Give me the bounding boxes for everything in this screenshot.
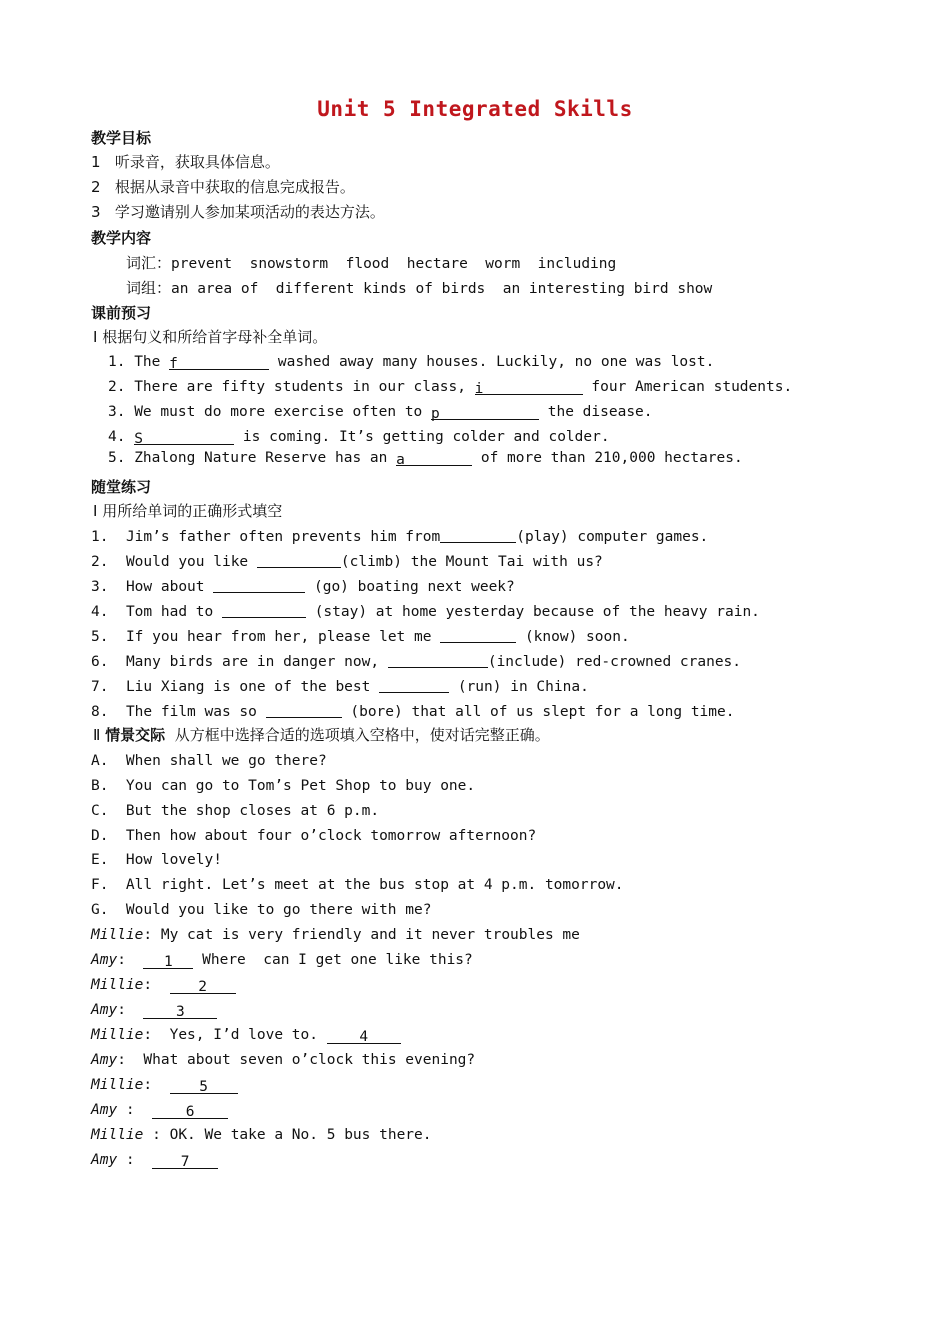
dialogue-line: Amy : 6 — [91, 1100, 228, 1120]
goal-text: 学习邀请别人参加某项活动的表达方法。 — [114, 203, 385, 221]
dialogue-line: Millie: My cat is very friendly and it never troubles me — [91, 927, 580, 943]
content-heading: 教学内容 — [91, 229, 152, 247]
preview-item: 1. The f washed away many houses. Luckily, no one was lost. — [108, 354, 715, 372]
option-item: C. But the shop closes at 6 p.m. — [91, 803, 380, 819]
speaker: Amy — [91, 952, 118, 968]
preview-item: 2. There are fifty students in our class, i four American students. — [108, 379, 793, 397]
speaker: Millie — [91, 1027, 144, 1043]
goal-item — [91, 177, 355, 197]
phrase-label: 词组： — [126, 279, 172, 297]
goal-num: 1 — [91, 153, 101, 171]
speaker: Millie — [91, 977, 144, 993]
goal-num: 3 — [91, 203, 101, 221]
option-item: G. Would you like to go there with me? — [91, 902, 432, 918]
option-item: E. How lovely! — [91, 852, 222, 868]
practice-item: 2. Would you like (climb) the Mount Tai with us? — [91, 554, 603, 570]
preview-section-title: Ⅰ 根据句义和所给首字母补全单词。 — [93, 328, 328, 346]
speaker: Amy — [91, 1002, 118, 1018]
goal-item — [91, 202, 385, 222]
goal-text: 根据从录音中获取的信息完成报告。 — [114, 178, 355, 196]
answer-blank: i — [475, 379, 583, 395]
answer-blank: 5 — [170, 1077, 238, 1094]
dialogue-line: Millie: 5 — [91, 1075, 238, 1095]
option-item: D. Then how about four o’clock tomorrow afternoon? — [91, 828, 537, 844]
practice-item: 5. If you hear from her, please let me (know) soon. — [91, 629, 630, 645]
practice-heading: 随堂练习 — [91, 478, 152, 496]
preview-item: 3. We must do more exercise often to p the disease. — [108, 404, 653, 422]
practice-item: 8. The film was so (bore) that all of us slept for a long time. — [91, 704, 735, 720]
dialogue-line: Amy: What about seven o’clock this evening? — [91, 1052, 476, 1068]
speaker: Millie — [91, 927, 144, 943]
answer-blank: 4 — [327, 1027, 401, 1044]
vocab-list: prevent snowstorm flood hectare worm including — [171, 256, 617, 272]
practice-section-title: Ⅰ 用所给单词的正确形式填空 — [93, 502, 283, 520]
goal-num: 2 — [91, 178, 101, 196]
dialogue-line: Amy: 3 — [91, 1000, 217, 1020]
answer-blank: f — [169, 354, 269, 370]
dialogue-line: Amy : 7 — [91, 1150, 218, 1170]
answer-blank: S — [134, 429, 234, 445]
dialogue-line: Amy: 1 Where can I get one like this? — [91, 952, 473, 970]
answer-blank: 6 — [152, 1102, 228, 1119]
speaker: Amy — [91, 1152, 118, 1168]
preview-heading: 课前预习 — [91, 304, 152, 322]
practice-item: 1. Jim’s father often prevents him from (play) computer games. — [91, 529, 709, 545]
page-title: Unit 5 Integrated Skills — [317, 97, 633, 121]
phrase-line — [126, 278, 712, 299]
preview-item: 5. Zhalong Nature Reserve has an a of more than 210,000 hectares. — [108, 450, 743, 468]
practice-item: 6. Many birds are in danger now, (include) red-crowned cranes. — [91, 654, 742, 670]
dialogue-section-title: Ⅱ 情景交际 从方框中选择合适的选项填入空格中，使对话完整正确。 — [93, 726, 550, 744]
dialogue-line: Millie: 2 — [91, 975, 236, 995]
option-item: A. When shall we go there? — [91, 753, 327, 769]
practice-item: 7. Liu Xiang is one of the best (run) in China. — [91, 679, 589, 695]
practice-item: 3. How about (go) boating next week? — [91, 579, 515, 595]
answer-blank: 3 — [143, 1002, 217, 1019]
answer-blank: 7 — [152, 1152, 218, 1169]
answer-blank: a — [396, 450, 472, 466]
speaker: Millie — [91, 1127, 144, 1143]
option-item: B. You can go to Tom’s Pet Shop to buy one. — [91, 778, 476, 794]
vocab-label: 词汇： — [126, 254, 172, 272]
answer-blank: 1 — [143, 952, 193, 969]
dialogue-line: Millie: Yes, I’d love to. 4 — [91, 1025, 401, 1045]
goal-item — [91, 152, 280, 172]
speaker: Millie — [91, 1077, 144, 1093]
goals-heading: 教学目标 — [91, 129, 152, 147]
speaker: Amy — [91, 1102, 118, 1118]
option-item: F. All right. Let’s meet at the bus stop at 4 p.m. tomorrow. — [91, 877, 624, 893]
goal-text: 听录音，获取具体信息。 — [114, 153, 280, 171]
speaker: Amy — [91, 1052, 118, 1068]
dialogue-line: Millie : OK. We take a No. 5 bus there. — [91, 1127, 432, 1143]
preview-item: 4. S is coming. It’s getting colder and colder. — [108, 429, 610, 447]
phrase-list: an area of different kinds of birds an interesting bird show — [171, 281, 713, 297]
vocab-line — [126, 253, 616, 274]
answer-blank: p — [431, 404, 539, 420]
practice-item: 4. Tom had to (stay) at home yesterday because of the heavy rain. — [91, 604, 760, 620]
answer-blank: 2 — [170, 977, 236, 994]
